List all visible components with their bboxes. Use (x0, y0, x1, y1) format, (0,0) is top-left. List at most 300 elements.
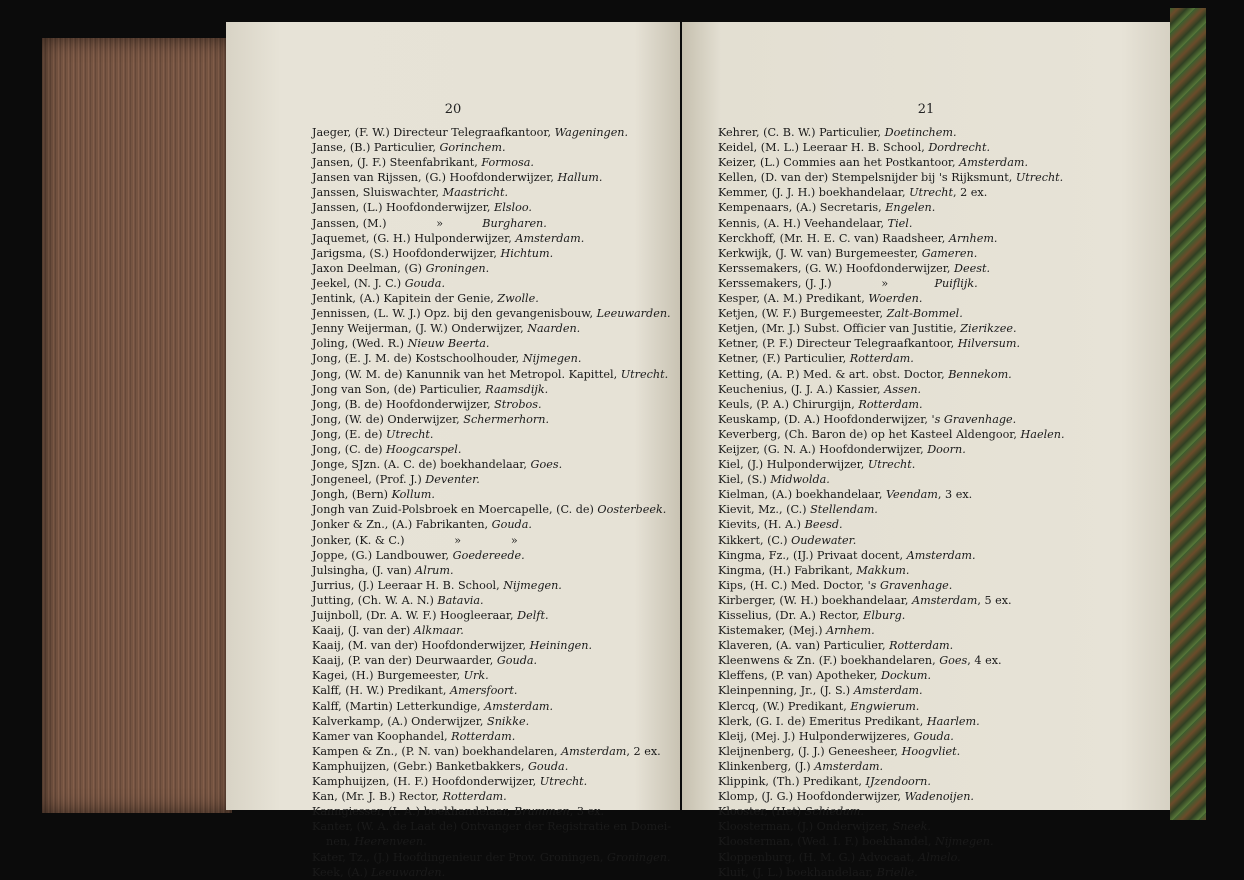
list-item (312, 623, 672, 638)
list-item (718, 155, 1158, 170)
list-item (718, 865, 1158, 880)
entry-name: Keizer, (L.) Commies aan het Postkantoor, (718, 156, 960, 170)
list-item (718, 291, 1158, 306)
entry-name: Klaveren, (A. van) Particulier, (718, 639, 890, 653)
entry-name: Kerckhoff, (Mr. H. E. C. van) Raadsheer, (718, 231, 949, 245)
list-item (718, 502, 1158, 517)
entry-name: Kips, (H. C.) Med. Doctor, (718, 578, 868, 592)
entry-name: Kisselius, (Dr. A.) Rector, (718, 609, 864, 622)
list-item (312, 774, 672, 789)
list-item (718, 578, 1158, 593)
entry-place: Sneek. (892, 820, 931, 834)
list-item (718, 487, 1158, 502)
entry-place: Kollum. (391, 488, 435, 502)
entry-name: Kaaij, (J. van der) (312, 624, 414, 638)
entry-place: Utrecht. (539, 775, 588, 789)
list-item (312, 321, 672, 336)
entry-place: Gouda. (404, 276, 445, 290)
entry-place: Schiedam. (804, 805, 864, 819)
entry-name: Joppe, (G.) Landbouwer, (312, 548, 453, 562)
list-item (312, 170, 672, 185)
entry-place: Hallum. (557, 171, 603, 185)
list-item (718, 367, 1158, 382)
entry-place: Woerden. (868, 292, 923, 306)
entry-place: Amersfoort. (450, 684, 518, 698)
list-item (312, 231, 672, 246)
entry-name: Kingma, (H.) Fabrikant, (718, 563, 857, 577)
entry-place: Engwierum. (850, 699, 920, 713)
entry-name: Keverberg, (Ch. Baron de) op het Kasteel Aldengoor, (718, 427, 1021, 441)
entry-name: Kerkwijk, (J. W. van) Burgemeester, (718, 246, 922, 260)
list-item (718, 683, 1158, 698)
entry-place: Goes. (530, 458, 563, 472)
entry-place: Rotterdam. (849, 352, 914, 366)
entry-name: Jong van Son, (de) Particulier, (312, 382, 486, 396)
list-item (312, 306, 672, 321)
list-item (312, 789, 672, 804)
entry-place: Gouda. (491, 518, 532, 532)
list-item (312, 261, 672, 276)
list-item (312, 668, 672, 683)
entry-name: Kiel, (J.) Hulponderwijzer, (718, 458, 868, 472)
list-item (718, 306, 1158, 321)
list-item (312, 865, 672, 880)
entry-place: 's Gravenhage. (931, 412, 1017, 426)
list-item (718, 457, 1158, 472)
entry-name: Juijnboll, (Dr. A. W. F.) Hoogleeraar, (312, 609, 518, 622)
entry-place: Oosterbeek. (597, 503, 667, 517)
entry-name: Jong, (W. M. de) Kanunnik van het Metropol. Kapittel, (312, 367, 621, 381)
entry-place: Haarlem. (926, 714, 980, 728)
list-item (312, 502, 672, 517)
entry-place: Delft. (517, 609, 549, 622)
list-item (718, 427, 1158, 442)
list-item (718, 246, 1158, 261)
book-fore-edge (42, 38, 232, 813)
list-item (312, 533, 672, 548)
list-item (718, 804, 1158, 819)
list-item (718, 834, 1158, 849)
entry-name: Jenny Weijerman, (J. W.) Onderwijzer, (312, 322, 528, 336)
entry-name: Janssen, Sluiswachter, (312, 186, 443, 200)
entry-name: Kampen & Zn., (P. N. van) boekhandelaren, (312, 744, 562, 758)
entry-name: Klercq, (W.) Predikant, (718, 699, 851, 713)
entry-place: Makkum. (856, 563, 910, 577)
entry-place: Deventer. (425, 473, 480, 487)
entry-copies: , 3 ex. (937, 488, 973, 502)
list-item (312, 276, 672, 291)
list-item (312, 427, 672, 442)
entry-place: Doorn. (927, 442, 966, 456)
entry-name: Kalverkamp, (A.) Onderwijzer, (312, 714, 488, 728)
list-item (312, 351, 672, 366)
entry-name: Jentink, (A.) Kapitein der Genie, (312, 292, 498, 306)
entry-name: Klinkenberg, (J.) (718, 759, 815, 773)
entry-copies: , 3 ex. (569, 805, 605, 819)
entry-name: Jonker, (K. & C.) » » (312, 533, 518, 547)
entry-place: Gorinchem. (439, 141, 506, 155)
entry-place: Wadenoijen. (904, 790, 974, 804)
list-item (312, 819, 672, 849)
list-item (718, 819, 1158, 834)
list-item (312, 185, 672, 200)
entry-place: Zierikzee. (960, 322, 1017, 336)
list-item (718, 850, 1158, 865)
entry-place: Gouda. (913, 729, 954, 743)
entry-name: Kehrer, (C. B. W.) Particulier, (718, 126, 885, 139)
entry-name: Jaeger, (F. W.) Directeur Telegraafkantoor, (312, 126, 555, 139)
entry-name: Kingma, Fz., (IJ.) Privaat docent, (718, 548, 907, 562)
entry-name: Jeekel, (N. J. C.) (312, 276, 405, 290)
entry-place: Urk. (463, 669, 489, 683)
list-item (312, 336, 672, 351)
entry-name: Kirberger, (W. H.) boekhandelaar, (718, 593, 912, 607)
entry-place: Goes (939, 654, 968, 668)
entry-name: Jansen, (J. F.) Steenfabrikant, (312, 156, 482, 170)
entry-name: Kagei, (H.) Burgemeester, (312, 669, 464, 683)
list-item (718, 125, 1158, 140)
list-item (718, 789, 1158, 804)
list-item (312, 714, 672, 729)
list-item (312, 759, 672, 774)
entry-name: Kanngiesser, (I. A.) boekhandelaar, (312, 805, 514, 819)
entry-place: Almelo. (918, 850, 961, 864)
entry-name: Kempenaars, (A.) Secretaris, (718, 201, 886, 215)
list-item (312, 699, 672, 714)
entry-place: Amsterdam (561, 744, 627, 758)
entry-place: Goedereede. (452, 548, 525, 562)
entry-name: Kanter, (W. A. de Laat de) Ontvanger der Registratie en Domei- (312, 820, 672, 834)
list-item (312, 246, 672, 261)
list-item (312, 683, 672, 698)
entry-name: Jaxon Deelman, (G) (312, 261, 426, 275)
list-item (312, 472, 672, 487)
entry-place: Arnhem. (948, 231, 998, 245)
entry-place: Hilversum. (957, 337, 1021, 351)
list-item (312, 729, 672, 744)
entry-name: Keijzer, (G. N. A.) Hoofdonderwijzer, (718, 442, 928, 456)
list-item (718, 170, 1158, 185)
entry-name: Kan, (Mr. J. B.) Rector, (312, 790, 443, 804)
entry-place: Utrecht. (1015, 171, 1064, 185)
entry-place: Utrecht. (867, 458, 916, 472)
entry-place: Schermerhorn. (463, 412, 550, 426)
entry-place: Bennekom. (948, 367, 1012, 381)
entry-name: Jong, (E. de) (312, 427, 387, 441)
entry-name: Kiel, (S.) (718, 473, 771, 487)
marbled-cover (1170, 8, 1206, 820)
entry-name: Keek, (A.) (312, 865, 372, 879)
entry-place: Elsloo. (494, 201, 532, 215)
list-item (718, 216, 1158, 231)
entry-place: Utrecht. (386, 427, 434, 441)
entry-place: Zalt-Bommel. (886, 307, 963, 321)
list-item (718, 699, 1158, 714)
entry-name: Keuchenius, (J. J. A.) Kassier, (718, 382, 885, 396)
entry-place: IJzendoorn. (865, 775, 931, 789)
entry-name: Kamphuijzen, (Gebr.) Banketbakkers, (312, 759, 528, 773)
list-item (718, 412, 1158, 427)
entry-place: Wageningen. (554, 126, 629, 139)
list-item (312, 382, 672, 397)
list-item (718, 548, 1158, 563)
list-item (312, 804, 672, 819)
list-item (718, 517, 1158, 532)
entry-place: 's Gravenhage. (867, 578, 953, 592)
entry-place: Alrum. (415, 563, 454, 577)
list-item (718, 668, 1158, 683)
entry-name: Klooster, (Het) (718, 805, 805, 819)
entry-place: Gameren. (921, 246, 978, 260)
list-item (718, 351, 1158, 366)
entry-place: Zwolle. (497, 292, 539, 306)
entry-name: Janse, (B.) Particulier, (312, 141, 440, 155)
list-item (718, 397, 1158, 412)
page-number: 21 (917, 102, 935, 117)
entry-name: Ketjen, (Mr. J.) Subst. Officier van Justitie, (718, 322, 961, 336)
entry-name: Keuls, (P. A.) Chirurgijn, (718, 397, 859, 411)
entry-place: Amsterdam. (853, 684, 923, 698)
entry-name: Kalff, (Martin) Letterkundige, (312, 699, 485, 713)
entry-name: Kamer van Koophandel, (312, 729, 452, 743)
list-item (312, 155, 672, 170)
entry-name: Kleffens, (P. van) Apotheker, (718, 669, 881, 683)
entry-name: Kleenwens & Zn. (F.) boekhandelaren, (718, 654, 940, 668)
entry-name: Jong, (C. de) (312, 442, 387, 456)
entry-place: Utrecht. (620, 367, 669, 381)
entry-place: Assen. (884, 382, 922, 396)
entry-name: Jong, (W. de) Onderwijzer, (312, 412, 464, 426)
entry-name: Jutting, (Ch. W. A. N.) (312, 593, 438, 607)
list-item (718, 185, 1158, 200)
entry-copies: , 2 ex. (626, 744, 661, 758)
list-item (718, 276, 1158, 291)
list-item (312, 653, 672, 668)
list-item (312, 442, 672, 457)
entry-place: Tiel. (887, 216, 913, 230)
entry-place: Gouda. (496, 654, 538, 668)
entry-name: Kievits, (H. A.) (718, 518, 805, 532)
entry-place: Puiflijk. (934, 276, 978, 290)
entry-place: Elburg. (863, 609, 906, 622)
entry-place: Arnhem. (826, 624, 875, 638)
entry-copies: , 5 ex. (977, 593, 1012, 607)
entry-name: Kleij, (Mej. J.) Hulponderwijzeres, (718, 729, 914, 743)
page-number: 20 (444, 102, 462, 117)
entry-place: Utrecht (909, 186, 953, 200)
entry-place: Rotterdam. (451, 729, 516, 743)
entry-name: Jennissen, (L. W. J.) Opz. bij den gevangenisbouw, (312, 307, 597, 321)
list-item (718, 729, 1158, 744)
list-item (312, 487, 672, 502)
list-item (312, 850, 672, 865)
list-item (718, 744, 1158, 759)
list-item (718, 638, 1158, 653)
list-item (312, 548, 672, 563)
list-item (312, 200, 672, 215)
entry-place: Hoogcarspel. (386, 442, 462, 456)
list-item (718, 623, 1158, 638)
list-item (718, 442, 1158, 457)
right-page (682, 22, 1170, 879)
entry-name: Kamphuijzen, (H. F.) Hoofdonderwijzer, (312, 775, 540, 789)
list-item (312, 397, 672, 412)
entry-name: Ketjen, (W. F.) Burgemeester, (718, 307, 887, 321)
list-item (312, 517, 672, 532)
list-item (312, 412, 672, 427)
entry-place: Burgharen. (482, 216, 547, 230)
entry-name: Janssen, (L.) Hoofdonderwijzer, (312, 201, 495, 215)
list-item (718, 200, 1158, 215)
entry-name: Klomp, (J. G.) Hoofdonderwijzer, (718, 790, 905, 804)
entry-place: Strobos. (494, 397, 542, 411)
entry-place: Amsterdam. (814, 759, 884, 773)
entry-place: Amsterdam. (959, 156, 1029, 170)
entry-place: Alkmaar. (413, 624, 464, 638)
entry-name: Jarigsma, (S.) Hoofdonderwijzer, (312, 246, 501, 260)
entry-place: Hichtum. (500, 246, 554, 260)
list-item (718, 382, 1158, 397)
entry-name: Keuskamp, (D. A.) Hoofdonderwijzer, (718, 412, 932, 426)
entry-name: Jansen van Rijssen, (G.) Hoofdonderwijzer, (312, 171, 558, 185)
entry-place: Gouda. (527, 759, 569, 773)
entry-name: Kaaij, (P. van der) Deurwaarder, (312, 654, 497, 668)
entry-place: Amsterdam. (515, 231, 585, 245)
entry-place: Stellendam. (810, 503, 878, 517)
entry-place: Veendam (885, 488, 938, 502)
entry-place: Rotterdam. (889, 639, 954, 653)
entry-name: Kesper, (A. M.) Predikant, (718, 292, 869, 306)
entry-copies: , 4 ex. (967, 654, 1002, 668)
list-item (718, 759, 1158, 774)
entry-name: Jongeneel, (Prof. J.) (312, 473, 426, 487)
entry-name: Kluit, (J. L.) boekhandelaar, (718, 865, 877, 879)
list-item (718, 231, 1158, 246)
entry-name: Ketner, (P. F.) Directeur Telegraafkantoor, (718, 337, 958, 351)
entry-name: Kerssemakers, (J. J.) » (718, 276, 935, 290)
entry-name: Jaquemet, (G. H.) Hulponderwijzer, (312, 231, 516, 245)
list-item (718, 774, 1158, 789)
entry-name: Keidel, (M. L.) Leeraar H. B. School, (718, 141, 929, 155)
list-item (312, 578, 672, 593)
list-item (312, 125, 672, 140)
entry-name: Julsingha, (J. van) (312, 563, 416, 577)
entry-place: Nijmegen. (522, 352, 582, 366)
entry-place: Maastricht. (442, 186, 509, 200)
entry-name: Kikkert, (C.) (718, 533, 792, 547)
entry-name: Jong, (B. de) Hoofdonderwijzer, (312, 397, 495, 411)
entry-place: Nieuw Beerta. (407, 337, 490, 351)
list-item (718, 714, 1158, 729)
entry-place: Leeuwarden. (371, 865, 446, 879)
entry-name: Kievit, Mz., (C.) (718, 503, 811, 517)
list-item (312, 744, 672, 759)
entry-name: Joling, (Wed. R.) (312, 337, 408, 351)
entry-place: Haelen. (1020, 427, 1065, 441)
list-item (312, 457, 672, 472)
entry-place: Dockum. (880, 669, 932, 683)
entry-continuation (312, 834, 672, 849)
entry-name: Janssen, (M.) » (312, 216, 483, 230)
entry-name: Jongh van Zuid-Polsbroek en Moercapelle, (C. de) (312, 503, 598, 517)
entry-place: Rotterdam. (442, 790, 507, 804)
list-item (312, 291, 672, 306)
entry-place: Heerenveen. (354, 835, 427, 849)
list-item (718, 593, 1158, 608)
entry-name: Ketting, (A. P.) Med. & art. obst. Doctor, (718, 367, 949, 381)
entry-place: Snikke. (487, 714, 530, 728)
entry-name: Klerk, (G. I. de) Emeritus Predikant, (718, 714, 927, 728)
entry-continuation-text: nen, (326, 835, 355, 849)
list-item (718, 563, 1158, 578)
entry-name: Kaaij, (M. van der) Hoofdonderwijzer, (312, 639, 530, 653)
list-item (718, 261, 1158, 276)
entry-name: Kater, Tz., (J.) Hoofdingenieur der Prov. Groningen, (312, 850, 607, 864)
entry-name: Kielman, (A.) boekhandelaar, (718, 488, 886, 502)
entry-name: Kerssemakers, (G. W.) Hoofdonderwijzer, (718, 261, 955, 275)
entry-name: Jong, (E. J. M. de) Kostschoolhouder, (312, 352, 523, 366)
entry-name: Kloosterman, (Wed. I. F.) boekhandel, (718, 835, 935, 849)
list-item (312, 608, 672, 623)
entry-place: Amsterdam. (906, 548, 976, 562)
entry-place: Nijmegen. (934, 835, 994, 849)
entry-place: Raamsdijk. (485, 382, 549, 396)
list-item (312, 216, 672, 231)
entry-copies: , 2 ex. (952, 186, 988, 200)
entry-name: Kleijnenberg, (J. J.) Geneesheer, (718, 744, 902, 758)
entry-name: Jonge, SJzn. (A. C. de) boekhandelaar, (312, 458, 531, 472)
list-item (718, 533, 1158, 548)
list-item (718, 321, 1158, 336)
entry-place: Amsterdam. (484, 699, 554, 713)
entry-name: Kleinpenning, Jr., (J. S.) (718, 684, 854, 698)
entry-place: Dordrecht. (928, 141, 991, 155)
entry-place: Amsterdam (912, 593, 978, 607)
list-item (312, 593, 672, 608)
entry-name: Kalff, (H. W.) Predikant, (312, 684, 451, 698)
list-item (312, 638, 672, 653)
list-item (312, 140, 672, 155)
list-item (718, 653, 1158, 668)
list-item (312, 563, 672, 578)
entry-name: Jurrius, (J.) Leeraar H. B. School, (312, 578, 504, 592)
entry-place: Heiningen. (529, 639, 593, 653)
entry-place: Beesd. (804, 518, 843, 532)
entry-place: Naarden. (527, 322, 581, 336)
entry-place: Batavia. (437, 593, 484, 607)
entry-name: Kemmer, (J. J. H.) boekhandelaar, (718, 186, 910, 200)
entry-place: Deest. (954, 261, 991, 275)
directory-list (718, 125, 1158, 880)
entry-name: Kloppenburg, (H. M. G.) Advocaat, (718, 850, 919, 864)
entry-place: Hoogvliet. (901, 744, 961, 758)
entry-name: Kloosterman, (J.) Onderwijzer, (718, 820, 893, 834)
entry-place: Brielle. (876, 865, 918, 879)
list-item (718, 140, 1158, 155)
entry-place: Groningen. (425, 261, 490, 275)
entry-name: Kellen, (D. van der) Stempelsnijder bij 's Rijksmunt, (718, 171, 1016, 185)
list-item (312, 367, 672, 382)
entry-name: Kistemaker, (Mej.) (718, 624, 827, 638)
entry-place: Groningen. (606, 850, 671, 864)
list-item (718, 472, 1158, 487)
list-item (718, 336, 1158, 351)
entry-place: Formosa. (481, 156, 534, 170)
entry-name: Jonker & Zn., (A.) Fabrikanten, (312, 518, 492, 532)
entry-name: Kennis, (A. H.) Veehandelaar, (718, 216, 888, 230)
entry-place: Midwolda. (770, 473, 830, 487)
entry-place: Nijmegen. (503, 578, 562, 592)
